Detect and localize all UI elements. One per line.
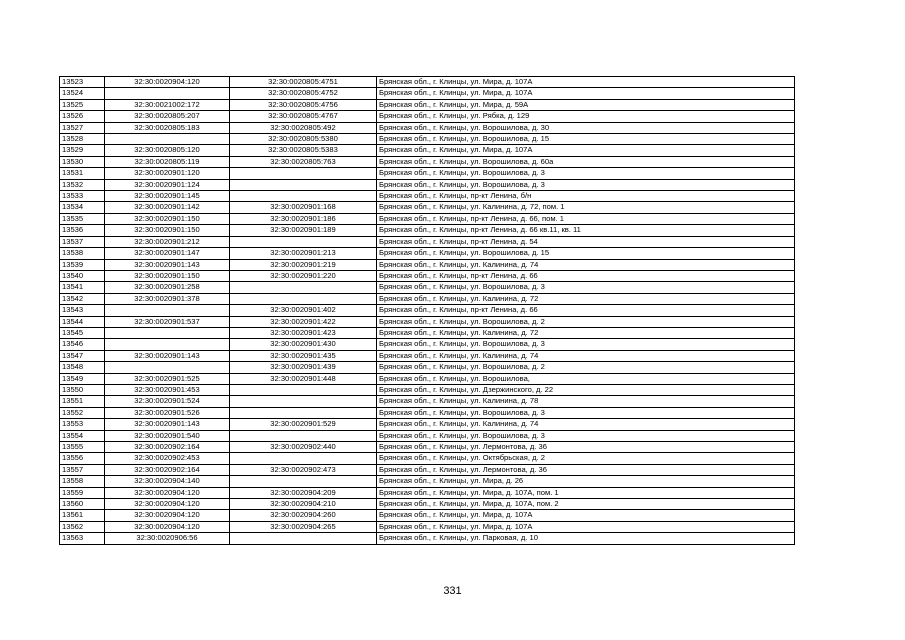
table-row (60, 134, 795, 145)
address-cell: Брянская обл., г. Клинцы, ул. Мира, д. 107А (377, 521, 795, 532)
row-number-cell: 13533 (60, 191, 105, 202)
table-row (60, 202, 795, 213)
parcel-number-cell: 32:30:0020901:378 (105, 293, 230, 304)
object-number-cell: 32:30:0020901:220 (230, 270, 377, 281)
parcel-number-cell: 32:30:0020901:120 (105, 168, 230, 179)
address-cell: Брянская обл., г. Клинцы, ул. Ворошилова, д. 3 (377, 179, 795, 190)
table-row (60, 145, 795, 156)
address-cell: Брянская обл., г. Клинцы, ул. Ворошилова, д. 3 (377, 430, 795, 441)
table-row (60, 122, 795, 133)
parcel-number-cell: 32:30:0020901:540 (105, 430, 230, 441)
row-number-cell: 13563 (60, 533, 105, 544)
parcel-number-cell: 32:30:0020901:524 (105, 396, 230, 407)
parcel-number-cell: 32:30:0020901:525 (105, 373, 230, 384)
parcel-number-cell: 32:30:0020901:143 (105, 419, 230, 430)
address-cell: Брянская обл., г. Клинцы, ул. Калинина, д. 72 (377, 327, 795, 338)
row-number-cell: 13551 (60, 396, 105, 407)
address-cell: Брянская обл., г. Клинцы, пр-кт Ленина, д. 54 (377, 236, 795, 247)
address-cell: Брянская обл., г. Клинцы, ул. Дзержинского, д. 22 (377, 384, 795, 395)
parcel-number-cell (105, 327, 230, 338)
address-cell: Брянская обл., г. Клинцы, ул. Парковая, д. 10 (377, 533, 795, 544)
address-cell: Брянская обл., г. Клинцы, ул. Мира, д. 107А (377, 77, 795, 88)
object-number-cell: 32:30:0020901:529 (230, 419, 377, 430)
object-number-cell: 32:30:0020901:402 (230, 305, 377, 316)
table-row (60, 350, 795, 361)
parcel-number-cell: 32:30:0020901:143 (105, 259, 230, 270)
address-cell: Брянская обл., г. Клинцы, ул. Ворошилова, д. 60а (377, 156, 795, 167)
address-cell: Брянская обл., г. Клинцы, ул. Октябрьская, д. 2 (377, 453, 795, 464)
object-number-cell: 32:30:0020805:5380 (230, 134, 377, 145)
address-cell: Брянская обл., г. Клинцы, пр-кт Ленина, д. 66 кв.11, кв. 11 (377, 225, 795, 236)
parcel-number-cell: 32:30:0020901:537 (105, 316, 230, 327)
object-number-cell: 32:30:0020901:430 (230, 339, 377, 350)
object-number-cell: 32:30:0020805:4752 (230, 88, 377, 99)
row-number-cell: 13549 (60, 373, 105, 384)
row-number-cell: 13526 (60, 111, 105, 122)
address-cell: Брянская обл., г. Клинцы, ул. Калинина, д. 72, пом. 1 (377, 202, 795, 213)
address-cell: Брянская обл., г. Клинцы, ул. Калинина, д. 74 (377, 350, 795, 361)
row-number-cell: 13532 (60, 179, 105, 190)
object-number-cell (230, 179, 377, 190)
table-row (60, 191, 795, 202)
row-number-cell: 13556 (60, 453, 105, 464)
address-cell: Брянская обл., г. Клинцы, ул. Ворошилова, д. 3 (377, 168, 795, 179)
object-number-cell: 32:30:0020901:422 (230, 316, 377, 327)
row-number-cell: 13560 (60, 499, 105, 510)
row-number-cell: 13545 (60, 327, 105, 338)
parcel-number-cell: 32:30:0020901:150 (105, 213, 230, 224)
object-number-cell: 32:30:0020805:5383 (230, 145, 377, 156)
table-row (60, 259, 795, 270)
object-number-cell: 32:30:0020902:473 (230, 464, 377, 475)
table-row (60, 487, 795, 498)
table-row (60, 533, 795, 544)
address-cell: Брянская обл., г. Клинцы, ул. Рябка, д. 129 (377, 111, 795, 122)
parcel-number-cell: 32:30:0020901:212 (105, 236, 230, 247)
object-number-cell (230, 533, 377, 544)
object-number-cell: 32:30:0020805:4767 (230, 111, 377, 122)
address-cell: Брянская обл., г. Клинцы, ул. Ворошилова, д. 30 (377, 122, 795, 133)
address-cell: Брянская обл., г. Клинцы, ул. Мира, д. 107А (377, 510, 795, 521)
object-number-cell: 32:30:0020805:492 (230, 122, 377, 133)
parcel-number-cell: 32:30:0020904:120 (105, 499, 230, 510)
row-number-cell: 13540 (60, 270, 105, 281)
object-number-cell: 32:30:0020901:423 (230, 327, 377, 338)
row-number-cell: 13528 (60, 134, 105, 145)
table-row (60, 396, 795, 407)
table-row (60, 99, 795, 110)
table-row (60, 373, 795, 384)
parcel-number-cell: 32:30:0020904:120 (105, 510, 230, 521)
parcel-number-cell (105, 339, 230, 350)
object-number-cell (230, 476, 377, 487)
row-number-cell: 13527 (60, 122, 105, 133)
address-cell: Брянская обл., г. Клинцы, пр-кт Ленина, д. 66 (377, 270, 795, 281)
table-row (60, 316, 795, 327)
table-row (60, 213, 795, 224)
object-number-cell: 32:30:0020901:448 (230, 373, 377, 384)
table-row (60, 282, 795, 293)
row-number-cell: 13552 (60, 407, 105, 418)
object-number-cell: 32:30:0020904:265 (230, 521, 377, 532)
object-number-cell: 32:30:0020805:4751 (230, 77, 377, 88)
row-number-cell: 13529 (60, 145, 105, 156)
address-cell: Брянская обл., г. Клинцы, ул. Мира, д. 59А (377, 99, 795, 110)
parcel-number-cell: 32:30:0021002:172 (105, 99, 230, 110)
object-number-cell (230, 453, 377, 464)
parcel-number-cell: 32:30:0020904:120 (105, 521, 230, 532)
row-number-cell: 13543 (60, 305, 105, 316)
parcel-number-cell: 32:30:0020901:258 (105, 282, 230, 293)
row-number-cell: 13531 (60, 168, 105, 179)
table-row (60, 270, 795, 281)
object-number-cell (230, 282, 377, 293)
row-number-cell: 13559 (60, 487, 105, 498)
row-number-cell: 13561 (60, 510, 105, 521)
row-number-cell: 13537 (60, 236, 105, 247)
registry-table-body (60, 77, 795, 545)
parcel-number-cell (105, 134, 230, 145)
address-cell: Брянская обл., г. Клинцы, ул. Калинина, д. 74 (377, 259, 795, 270)
parcel-number-cell: 32:30:0020901:526 (105, 407, 230, 418)
address-cell: Брянская обл., г. Клинцы, пр-кт Ленина, б/н (377, 191, 795, 202)
parcel-number-cell: 32:30:0020901:150 (105, 225, 230, 236)
address-cell: Брянская обл., г. Клинцы, ул. Мира, д. 26 (377, 476, 795, 487)
object-number-cell (230, 168, 377, 179)
address-cell: Брянская обл., г. Клинцы, ул. Ворошилова, д. 2 (377, 316, 795, 327)
row-number-cell: 13539 (60, 259, 105, 270)
table-row (60, 499, 795, 510)
object-number-cell: 32:30:0020904:209 (230, 487, 377, 498)
address-cell: Брянская обл., г. Клинцы, ул. Калинина, д. 72 (377, 293, 795, 304)
parcel-number-cell (105, 88, 230, 99)
row-number-cell: 13553 (60, 419, 105, 430)
address-cell: Брянская обл., г. Клинцы, ул. Ворошилова, (377, 373, 795, 384)
object-number-cell: 32:30:0020904:210 (230, 499, 377, 510)
address-cell: Брянская обл., г. Клинцы, ул. Ворошилова, д. 15 (377, 248, 795, 259)
object-number-cell (230, 430, 377, 441)
address-cell: Брянская обл., г. Клинцы, ул. Ворошилова, д. 2 (377, 362, 795, 373)
table-row (60, 236, 795, 247)
parcel-number-cell: 32:30:0020805:183 (105, 122, 230, 133)
table-row (60, 77, 795, 88)
row-number-cell: 13534 (60, 202, 105, 213)
table-row (60, 293, 795, 304)
parcel-number-cell: 32:30:0020902:453 (105, 453, 230, 464)
address-cell: Брянская обл., г. Клинцы, ул. Лермонтова, д. 36 (377, 442, 795, 453)
address-cell: Брянская обл., г. Клинцы, ул. Ворошилова, д. 3 (377, 339, 795, 350)
row-number-cell: 13524 (60, 88, 105, 99)
row-number-cell: 13535 (60, 213, 105, 224)
table-row (60, 521, 795, 532)
address-cell: Брянская обл., г. Клинцы, ул. Калинина, д. 74 (377, 419, 795, 430)
table-row (60, 225, 795, 236)
row-number-cell: 13558 (60, 476, 105, 487)
parcel-number-cell: 32:30:0020901:150 (105, 270, 230, 281)
object-number-cell: 32:30:0020901:186 (230, 213, 377, 224)
parcel-number-cell: 32:30:0020904:140 (105, 476, 230, 487)
object-number-cell (230, 407, 377, 418)
table-row (60, 327, 795, 338)
object-number-cell: 32:30:0020901:439 (230, 362, 377, 373)
table-row (60, 510, 795, 521)
parcel-number-cell: 32:30:0020805:207 (105, 111, 230, 122)
object-number-cell: 32:30:0020901:213 (230, 248, 377, 259)
table-row (60, 476, 795, 487)
address-cell: Брянская обл., г. Клинцы, ул. Ворошилова, д. 3 (377, 282, 795, 293)
table-row (60, 111, 795, 122)
row-number-cell: 13525 (60, 99, 105, 110)
address-cell: Брянская обл., г. Клинцы, пр-кт Ленина, д. 66 (377, 305, 795, 316)
parcel-number-cell: 32:30:0020901:453 (105, 384, 230, 395)
parcel-number-cell: 32:30:0020902:164 (105, 464, 230, 475)
table-row (60, 156, 795, 167)
object-number-cell: 32:30:0020904:260 (230, 510, 377, 521)
table-row (60, 430, 795, 441)
table-row (60, 384, 795, 395)
registry-table (59, 76, 795, 545)
address-cell: Брянская обл., г. Клинцы, ул. Мира, д. 107А, пом. 2 (377, 499, 795, 510)
parcel-number-cell (105, 362, 230, 373)
row-number-cell: 13523 (60, 77, 105, 88)
object-number-cell: 32:30:0020901:219 (230, 259, 377, 270)
parcel-number-cell: 32:30:0020904:120 (105, 487, 230, 498)
object-number-cell: 32:30:0020805:763 (230, 156, 377, 167)
object-number-cell (230, 293, 377, 304)
table-row (60, 442, 795, 453)
object-number-cell (230, 236, 377, 247)
table-row (60, 179, 795, 190)
parcel-number-cell: 32:30:0020901:145 (105, 191, 230, 202)
address-cell: Брянская обл., г. Клинцы, ул. Мира, д. 107А (377, 88, 795, 99)
parcel-number-cell: 32:30:0020901:147 (105, 248, 230, 259)
row-number-cell: 13554 (60, 430, 105, 441)
object-number-cell: 32:30:0020901:435 (230, 350, 377, 361)
row-number-cell: 13557 (60, 464, 105, 475)
address-cell: Брянская обл., г. Клинцы, ул. Мира, д. 107А, пом. 1 (377, 487, 795, 498)
row-number-cell: 13541 (60, 282, 105, 293)
row-number-cell: 13546 (60, 339, 105, 350)
row-number-cell: 13562 (60, 521, 105, 532)
parcel-number-cell: 32:30:0020901:143 (105, 350, 230, 361)
table-row (60, 305, 795, 316)
table-row (60, 453, 795, 464)
object-number-cell (230, 191, 377, 202)
parcel-number-cell: 32:30:0020904:120 (105, 77, 230, 88)
table-row (60, 248, 795, 259)
row-number-cell: 13555 (60, 442, 105, 453)
table-row (60, 419, 795, 430)
address-cell: Брянская обл., г. Клинцы, ул. Мира, д. 107А (377, 145, 795, 156)
row-number-cell: 13544 (60, 316, 105, 327)
row-number-cell: 13538 (60, 248, 105, 259)
parcel-number-cell: 32:30:0020902:164 (105, 442, 230, 453)
table-row (60, 168, 795, 179)
address-cell: Брянская обл., г. Клинцы, ул. Ворошилова, д. 3 (377, 407, 795, 418)
object-number-cell (230, 396, 377, 407)
object-number-cell (230, 384, 377, 395)
table-row (60, 339, 795, 350)
page-number: 331 (443, 585, 462, 597)
row-number-cell: 13542 (60, 293, 105, 304)
table-row (60, 464, 795, 475)
parcel-number-cell: 32:30:0020805:120 (105, 145, 230, 156)
parcel-number-cell (105, 305, 230, 316)
row-number-cell: 13536 (60, 225, 105, 236)
address-cell: Брянская обл., г. Клинцы, ул. Ворошилова, д. 15 (377, 134, 795, 145)
parcel-number-cell: 32:30:0020901:142 (105, 202, 230, 213)
row-number-cell: 13550 (60, 384, 105, 395)
parcel-number-cell: 32:30:0020906:56 (105, 533, 230, 544)
row-number-cell: 13530 (60, 156, 105, 167)
table-row (60, 407, 795, 418)
address-cell: Брянская обл., г. Клинцы, пр-кт Ленина, д. 66, пом. 1 (377, 213, 795, 224)
parcel-number-cell: 32:30:0020805:119 (105, 156, 230, 167)
object-number-cell: 32:30:0020902:440 (230, 442, 377, 453)
parcel-number-cell: 32:30:0020901:124 (105, 179, 230, 190)
object-number-cell: 32:30:0020805:4756 (230, 99, 377, 110)
object-number-cell: 32:30:0020901:189 (230, 225, 377, 236)
object-number-cell: 32:30:0020901:168 (230, 202, 377, 213)
row-number-cell: 13548 (60, 362, 105, 373)
address-cell: Брянская обл., г. Клинцы, ул. Калинина, д. 78 (377, 396, 795, 407)
row-number-cell: 13547 (60, 350, 105, 361)
table-row (60, 362, 795, 373)
table-row (60, 88, 795, 99)
address-cell: Брянская обл., г. Клинцы, ул. Лермонтова, д. 36 (377, 464, 795, 475)
